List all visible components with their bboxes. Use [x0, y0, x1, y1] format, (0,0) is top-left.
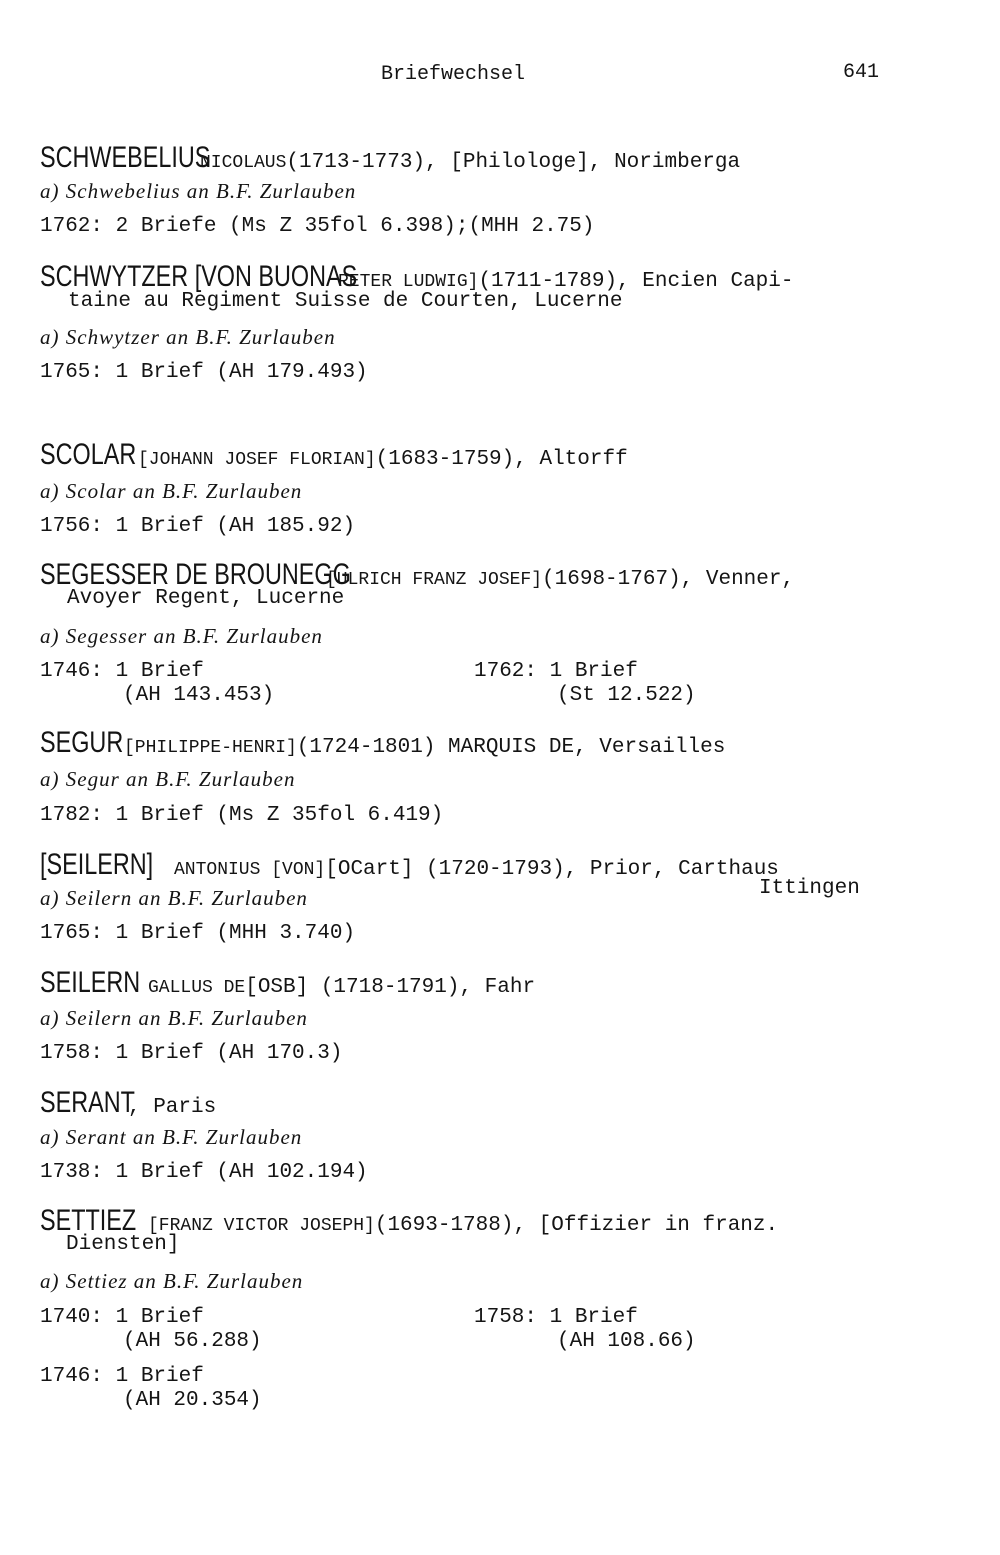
surname: SETTIEZ — [40, 1204, 137, 1237]
correspondence-direction: a) Scolar an B.F. Zurlauben — [40, 479, 303, 503]
correspondence-direction: a) Serant an B.F. Zurlauben — [40, 1125, 303, 1149]
entry-details-continued: taine au Regiment Suisse de Courten, Lucerne — [68, 290, 623, 313]
entry-heading — [40, 1206, 778, 1236]
entry-heading — [40, 560, 794, 590]
entry-details-continued: Avoyer Regent, Lucerne — [67, 587, 345, 610]
letter-record-year: 1746: 1 Brief — [40, 660, 204, 683]
letter-record: 1765: 1 Brief (MHH 3.740) — [40, 922, 356, 945]
given-name: [FRANZ VICTOR JOSEPH] — [148, 1216, 375, 1236]
correspondence-direction: a) Segur an B.F. Zurlauben — [40, 767, 296, 791]
letter-record-year: 1746: 1 Brief — [40, 1365, 204, 1388]
correspondence-direction: a) Schwytzer an B.F. Zurlauben — [40, 325, 336, 349]
letter-record: 1782: 1 Brief (Ms Z 35fol 6.419) — [40, 804, 444, 827]
given-name: [PHILIPPE-HENRI] — [124, 738, 297, 758]
entry-heading — [40, 850, 779, 880]
given-name: GALLUS DE — [148, 978, 246, 998]
entry-heading — [40, 143, 740, 173]
entry-details: (1698-1767), Venner, — [542, 568, 795, 591]
surname: SEGUR — [40, 726, 124, 759]
page-number: 641 — [843, 61, 880, 84]
entry-details: [OCart] (1720-1793), Prior, Carthaus — [325, 858, 779, 881]
letter-record: 1758: 1 Brief (AH 170.3) — [40, 1042, 343, 1065]
surname: SEGESSER DE BROUNEGG — [40, 558, 351, 591]
letter-record-shelfmark: (AH 143.453) — [123, 684, 275, 707]
entry-details: , Paris — [128, 1096, 217, 1119]
letter-record: 1762: 2 Briefe (Ms Z 35fol 6.398);(MHH 2.75) — [40, 215, 595, 238]
given-name: [ULRICH FRANZ JOSEF] — [326, 570, 543, 590]
letter-record-year: 1740: 1 Brief — [40, 1306, 204, 1329]
correspondence-direction: a) Seilern an B.F. Zurlauben — [40, 886, 308, 910]
letter-record-year: 1758: 1 Brief — [474, 1306, 638, 1329]
given-name: [JOHANN JOSEF FLORIAN] — [138, 450, 376, 470]
letter-record: 1738: 1 Brief (AH 102.194) — [40, 1161, 368, 1184]
surname: [SEILERN] — [40, 848, 154, 881]
correspondence-direction: a) Segesser an B.F. Zurlauben — [40, 624, 323, 648]
running-head: Briefwechsel — [381, 63, 526, 86]
surname: SERANT — [40, 1086, 135, 1119]
surname: SEILERN — [40, 966, 141, 999]
entry-heading — [40, 440, 628, 470]
letter-record-shelfmark: (AH 108.66) — [557, 1330, 696, 1353]
entry-heading — [40, 728, 725, 758]
correspondence-direction: a) Seilern an B.F. Zurlauben — [40, 1006, 308, 1030]
surname: SCHWYTZER [VON BUONAS — [40, 260, 358, 293]
entry-details-continued: Ittingen — [759, 877, 860, 900]
letter-record: 1756: 1 Brief (AH 185.92) — [40, 515, 356, 538]
letter-record: 1765: 1 Brief (AH 179.493) — [40, 361, 368, 384]
given-name: PETER LUDWIG] — [338, 272, 479, 292]
entry-details: (1713-1773), [Philologe], Norimberga — [286, 151, 741, 174]
letter-record-shelfmark: (AH 20.354) — [123, 1389, 262, 1412]
entry-details: (1724-1801) MARQUIS DE, Versailles — [296, 736, 726, 759]
surname: SCOLAR — [40, 438, 137, 471]
entry-heading — [40, 1088, 216, 1118]
correspondence-direction: a) Schwebelius an B.F. Zurlauben — [40, 179, 357, 203]
entry-details: (1683-1759), Altorff — [375, 448, 628, 471]
correspondence-direction: a) Settiez an B.F. Zurlauben — [40, 1269, 304, 1293]
letter-record-year: 1762: 1 Brief — [474, 660, 638, 683]
entry-details: (1693-1788), [Offizier in franz. — [374, 1214, 779, 1237]
letter-record-shelfmark: (AH 56.288) — [123, 1330, 262, 1353]
entry-details-continued: Diensten] — [66, 1233, 180, 1256]
given-name: ANTONIUS [VON] — [174, 860, 326, 880]
entry-details: [OSB] (1718-1791), Fahr — [245, 976, 536, 999]
entry-heading — [40, 262, 794, 292]
letter-record-shelfmark: (St 12.522) — [557, 684, 696, 707]
entry-heading — [40, 968, 535, 998]
entry-details: (1711-1789), Encien Capi- — [478, 270, 794, 293]
surname: SCHWEBELIUS — [40, 141, 211, 174]
given-name: NICOLAUS — [200, 153, 287, 173]
